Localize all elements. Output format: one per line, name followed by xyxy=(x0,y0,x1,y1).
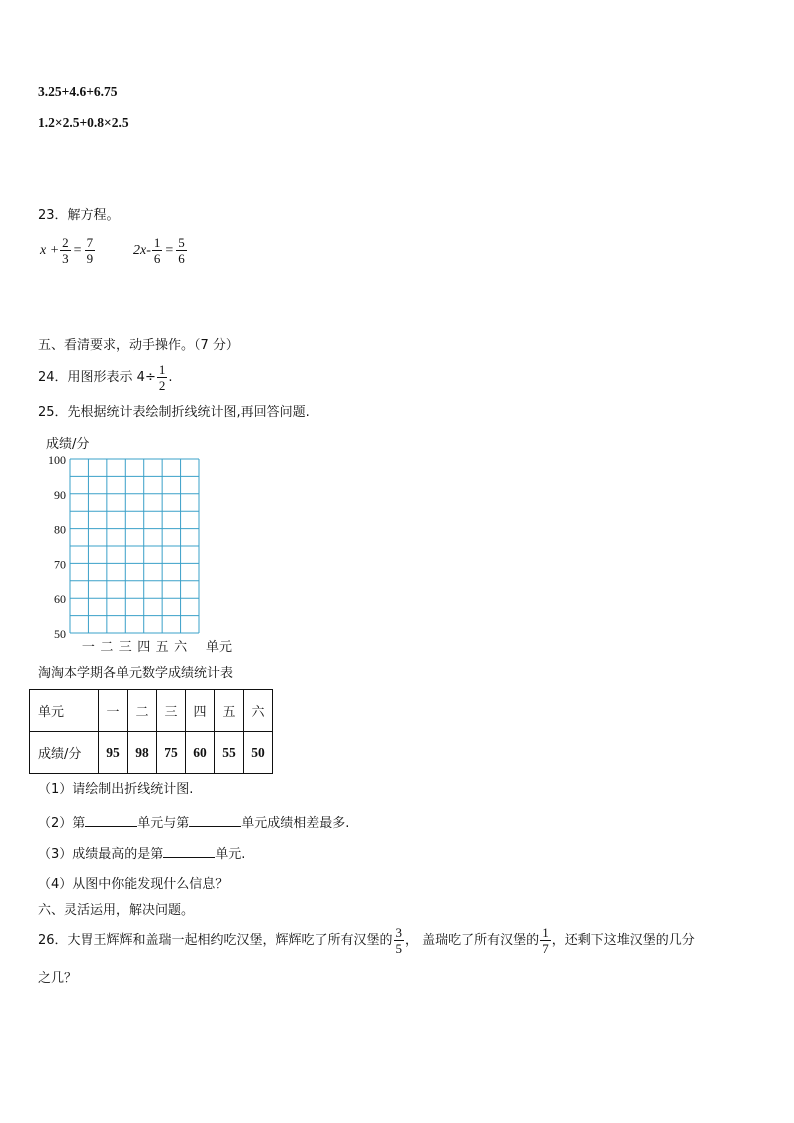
q23-equation-1 xyxy=(40,235,96,267)
q26-line-2: 之几？ xyxy=(38,971,78,986)
eq1-lhs: x + xyxy=(40,243,60,258)
sub-question-4: （4）从图中你能发现什么信息？ xyxy=(38,877,229,892)
x-tick-label: 六 xyxy=(174,640,188,655)
x-tick-label: 二 xyxy=(100,640,114,655)
expression-1: 3.25+4.6+6.75 xyxy=(38,84,118,99)
section5-title: 五、看清要求，动手操作。（7 分） xyxy=(38,338,239,353)
score-cell: 55 xyxy=(215,732,244,774)
q26-part-1: 26．大胃王辉辉和盖瑞一起相约吃汉堡，辉辉吃了所有汉堡的 xyxy=(38,933,393,948)
q24-tail: . xyxy=(168,370,173,385)
q23-equation-2 xyxy=(133,235,188,267)
unit-cell: 六 xyxy=(244,690,273,732)
sub3-part-a: （3）成绩最高的是第 xyxy=(38,847,164,862)
unit-cell: 五 xyxy=(215,690,244,732)
eq2-result-fraction: $\frac{5}{6}$ xyxy=(178,235,185,266)
q26-part-2: ， 盖瑞吃了所有汉堡的 xyxy=(405,933,540,948)
eq1-fraction: $\frac{2}{3}$ xyxy=(62,235,69,266)
y-tick-label: 80 xyxy=(54,522,66,537)
q24-label: 24．用图形表示 4÷ xyxy=(38,370,156,385)
unit-cell: 一 xyxy=(99,690,128,732)
sub2-part-a: （2）第 xyxy=(38,816,86,831)
score-table xyxy=(29,689,273,774)
y-tick-label: 70 xyxy=(54,557,66,572)
sub-question-1: （1）请绘制出折线统计图. xyxy=(38,782,194,797)
q24-text xyxy=(38,362,172,394)
answer-blank[interactable] xyxy=(163,845,215,858)
y-tick-label: 50 xyxy=(54,627,66,641)
section6-title: 六、灵活运用，解决问题。 xyxy=(38,903,195,918)
expression-2: 1.2×2.5+0.8×2.5 xyxy=(38,115,129,130)
sub-question-3 xyxy=(38,845,245,864)
table-row-units xyxy=(30,690,273,732)
table-row-scores xyxy=(30,732,273,774)
q26-fraction-1: $\frac{3}{5}$ xyxy=(395,925,403,956)
unit-cell: 四 xyxy=(186,690,215,732)
q26-line-1 xyxy=(38,924,695,958)
x-axis-label: 单元 xyxy=(205,640,233,655)
q23-title: 23．解方程。 xyxy=(38,208,120,223)
x-tick-label: 五 xyxy=(155,640,169,655)
q26-fraction-2: $\frac{1}{7}$ xyxy=(542,925,549,956)
unit-cell: 三 xyxy=(157,690,186,732)
y-tick-label: 60 xyxy=(54,592,66,607)
score-cell: 60 xyxy=(186,732,215,774)
y-tick-label: 90 xyxy=(54,487,66,502)
sub2-part-b: 单元与第 xyxy=(137,816,190,831)
line-chart-grid[interactable] xyxy=(30,430,270,660)
x-tick-label: 四 xyxy=(137,640,151,655)
eq2-lhs: 2x- xyxy=(133,243,151,258)
q26-part-3: ，还剩下这堆汉堡的几分 xyxy=(551,933,695,948)
score-cell: 50 xyxy=(244,732,273,774)
table-header-unit: 单元 xyxy=(30,690,99,732)
eq1-equals: = xyxy=(73,243,82,258)
score-cell: 95 xyxy=(99,732,128,774)
x-tick-label: 一 xyxy=(81,640,95,655)
x-tick-label: 三 xyxy=(118,640,132,655)
table-header-score: 成绩/分 xyxy=(30,732,99,774)
score-cell: 98 xyxy=(128,732,157,774)
answer-blank[interactable] xyxy=(85,814,137,827)
table-caption: 淘淘本学期各单元数学成绩统计表 xyxy=(38,666,234,681)
eq2-fraction: $\frac{1}{6}$ xyxy=(153,235,161,266)
sub2-part-c: 单元成绩相差最多. xyxy=(241,816,350,831)
score-cell: 75 xyxy=(157,732,186,774)
sub-question-2 xyxy=(38,814,349,833)
sub3-part-b: 单元. xyxy=(215,847,246,862)
answer-blank[interactable] xyxy=(189,814,241,827)
y-axis-label: 成绩/分 xyxy=(46,437,90,452)
q25-text: 25．先根据统计表绘制折线统计图,再回答问题. xyxy=(38,405,310,420)
q24-fraction: $\frac{1}{2}$ xyxy=(158,362,166,393)
eq2-equals: = xyxy=(165,243,174,258)
eq1-result-fraction: $\frac{7}{9}$ xyxy=(86,235,94,266)
unit-cell: 二 xyxy=(128,690,157,732)
y-tick-label: 100 xyxy=(48,453,66,467)
